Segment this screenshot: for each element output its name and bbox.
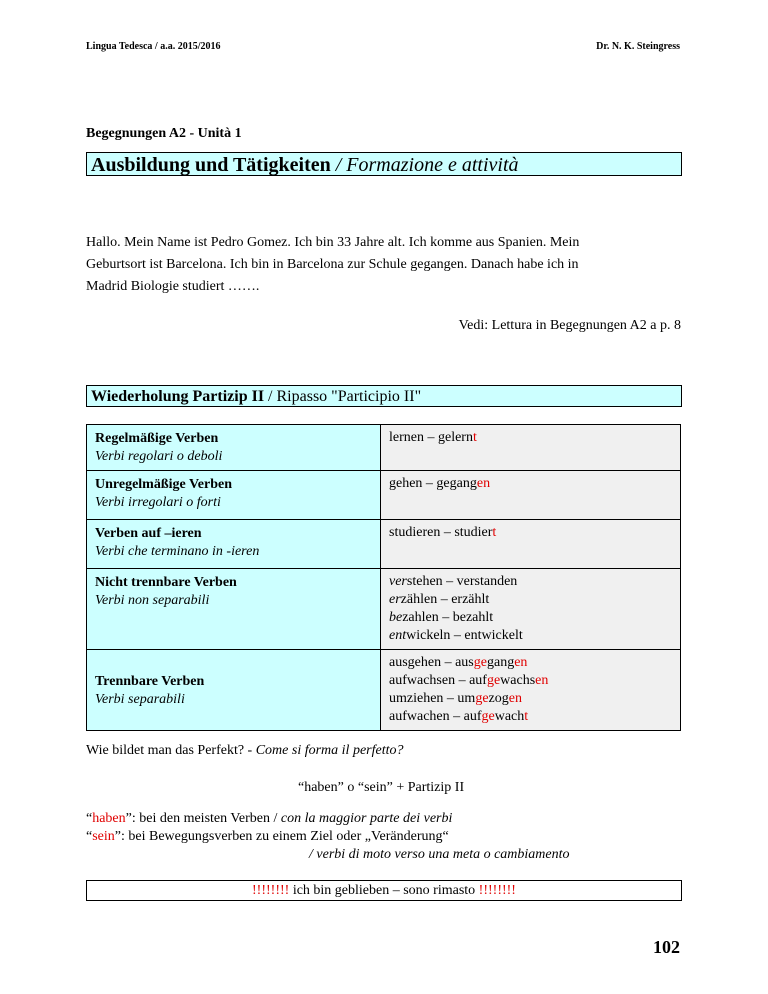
rule-sein-it: / verbi di moto verso una meta o cambiamento bbox=[309, 847, 570, 862]
highlight-ending: ge bbox=[475, 691, 489, 706]
highlight-ending: en bbox=[535, 673, 549, 688]
intro-line: Geburtsort ist Barcelona. Ich bin in Barcelona zur Schule gegangen. Danach habe ich in bbox=[86, 257, 579, 272]
perfekt-formula: “haben” o “sein” + Partizip II bbox=[298, 780, 465, 795]
example-text: gang bbox=[486, 655, 515, 670]
header-author: Dr. N. K. Steingress bbox=[596, 41, 680, 52]
verb-type-it: Verbi irregolari o forti bbox=[95, 495, 221, 510]
example-line bbox=[389, 429, 672, 447]
rule-it: con la maggior parte dei verbi bbox=[280, 811, 453, 826]
rule-text: ”: bei den meisten Verben / bbox=[125, 811, 281, 826]
quote: “ bbox=[86, 811, 93, 826]
example-line bbox=[389, 591, 672, 609]
prefix: er bbox=[389, 592, 401, 607]
verb-type-de: Unregelmäßige Verben bbox=[95, 477, 233, 492]
example-text: umziehen – um bbox=[389, 691, 476, 706]
verb-type-cell bbox=[87, 471, 381, 520]
intro-line: Hallo. Mein Name ist Pedro Gomez. Ich bin 33 Jahre alt. Ich komme aus Spanien. Mein bbox=[86, 235, 580, 250]
example-line bbox=[389, 475, 672, 493]
verb-type-de: Trennbare Verben bbox=[95, 673, 205, 689]
exclamation-marks: !!!!!!!! bbox=[478, 883, 516, 898]
title-de: Ausbildung und Tätigkeiten bbox=[91, 154, 331, 176]
example-text: wickeln – entwickelt bbox=[406, 628, 523, 643]
intro-text bbox=[86, 232, 579, 298]
quote: “ bbox=[86, 829, 93, 844]
verb-type-it: Verbi che terminano in -ieren bbox=[95, 544, 260, 559]
highlight-ending: en bbox=[476, 476, 491, 491]
example-line bbox=[389, 627, 672, 645]
table-row bbox=[87, 471, 681, 520]
title-it: / Formazione e attività bbox=[330, 154, 519, 176]
example-text: stehen – verstanden bbox=[406, 574, 518, 589]
example-text: aufwachsen – auf bbox=[389, 673, 487, 688]
example-cell bbox=[381, 425, 681, 471]
page-number: 102 bbox=[653, 937, 680, 957]
example-text: lernen – gelern bbox=[389, 430, 473, 445]
highlight-ending: t bbox=[472, 430, 477, 445]
example-cell bbox=[381, 520, 681, 569]
example-cell bbox=[381, 471, 681, 520]
example-cell bbox=[381, 569, 681, 650]
prefix: ent bbox=[389, 628, 407, 643]
question-de: Wie bildet man das Perfekt? - bbox=[86, 743, 256, 758]
highlight-ending: t bbox=[524, 709, 529, 724]
example-line bbox=[389, 524, 672, 542]
highlight-ending: ge bbox=[481, 709, 495, 724]
example-line bbox=[389, 690, 672, 708]
example-line bbox=[389, 708, 672, 726]
example-cell bbox=[381, 650, 681, 731]
verb-type-de: Verben auf –ieren bbox=[95, 526, 202, 541]
highlight-ending: t bbox=[492, 525, 497, 540]
section-de: Wiederholung Partizip II bbox=[91, 388, 265, 405]
verb-type-it: Verbi non separabili bbox=[95, 593, 210, 608]
example-text: zahlen – bezahlt bbox=[402, 610, 494, 625]
example-text: zog bbox=[488, 691, 509, 706]
highlight-ending: ge bbox=[473, 655, 487, 670]
exclamation-marks: !!!!!!!! bbox=[252, 883, 290, 898]
verb-type-cell bbox=[87, 650, 381, 731]
reading-reference: Vedi: Lettura in Begegnungen A2 a p. 8 bbox=[458, 318, 681, 333]
highlight-ending: en bbox=[508, 691, 522, 706]
word-sein: sein bbox=[92, 829, 115, 844]
example-text: zählen – erzählt bbox=[400, 592, 490, 607]
rule-sein bbox=[86, 828, 570, 846]
participle-table bbox=[86, 424, 681, 731]
verb-type-de: Regelmäßige Verben bbox=[95, 431, 219, 446]
example-text: wachs bbox=[500, 673, 536, 688]
verb-type-de: Nicht trennbare Verben bbox=[95, 575, 237, 590]
perfekt-question bbox=[86, 743, 404, 759]
table-row bbox=[87, 569, 681, 650]
verb-type-cell bbox=[87, 425, 381, 471]
table-row bbox=[87, 425, 681, 471]
section-it: / Ripasso "Participio II" bbox=[264, 388, 422, 405]
word-haben: haben bbox=[92, 811, 126, 826]
example-text: ausgehen – aus bbox=[389, 655, 474, 670]
highlight-ending: ge bbox=[486, 673, 501, 688]
auxiliary-rules bbox=[86, 810, 570, 864]
example-text: studieren – studier bbox=[389, 525, 493, 540]
title-box bbox=[86, 152, 682, 176]
section-header-box bbox=[86, 385, 682, 407]
prefix: be bbox=[389, 610, 403, 625]
footer-box bbox=[86, 880, 682, 901]
example-text: gehen – gegang bbox=[389, 476, 477, 491]
verb-type-it: Verbi separabili bbox=[95, 691, 185, 707]
verb-type-cell bbox=[87, 569, 381, 650]
example-text: wach bbox=[494, 709, 525, 724]
example-text: aufwachen – auf bbox=[389, 709, 482, 724]
intro-line: Madrid Biologie studiert ……. bbox=[86, 279, 260, 294]
table-row bbox=[87, 650, 681, 731]
unit-title: Begegnungen A2 - Unità 1 bbox=[86, 126, 242, 141]
example-line bbox=[389, 573, 672, 591]
highlight-ending: en bbox=[514, 655, 528, 670]
rule-haben bbox=[86, 810, 570, 828]
footer-text: ich bin geblieben – sono rimasto bbox=[289, 883, 479, 898]
verb-type-it: Verbi regolari o deboli bbox=[95, 449, 223, 464]
example-line bbox=[389, 654, 672, 672]
header-course: Lingua Tedesca / a.a. 2015/2016 bbox=[86, 41, 221, 52]
example-line bbox=[389, 672, 672, 690]
table-row bbox=[87, 520, 681, 569]
verb-type-cell bbox=[87, 520, 381, 569]
prefix: ver bbox=[389, 574, 407, 589]
example-line bbox=[389, 609, 672, 627]
rule-text: ”: bei Bewegungsverben zu einem Ziel oder „Veränderung“ bbox=[114, 829, 449, 844]
question-it: Come si forma il perfetto? bbox=[255, 743, 404, 758]
